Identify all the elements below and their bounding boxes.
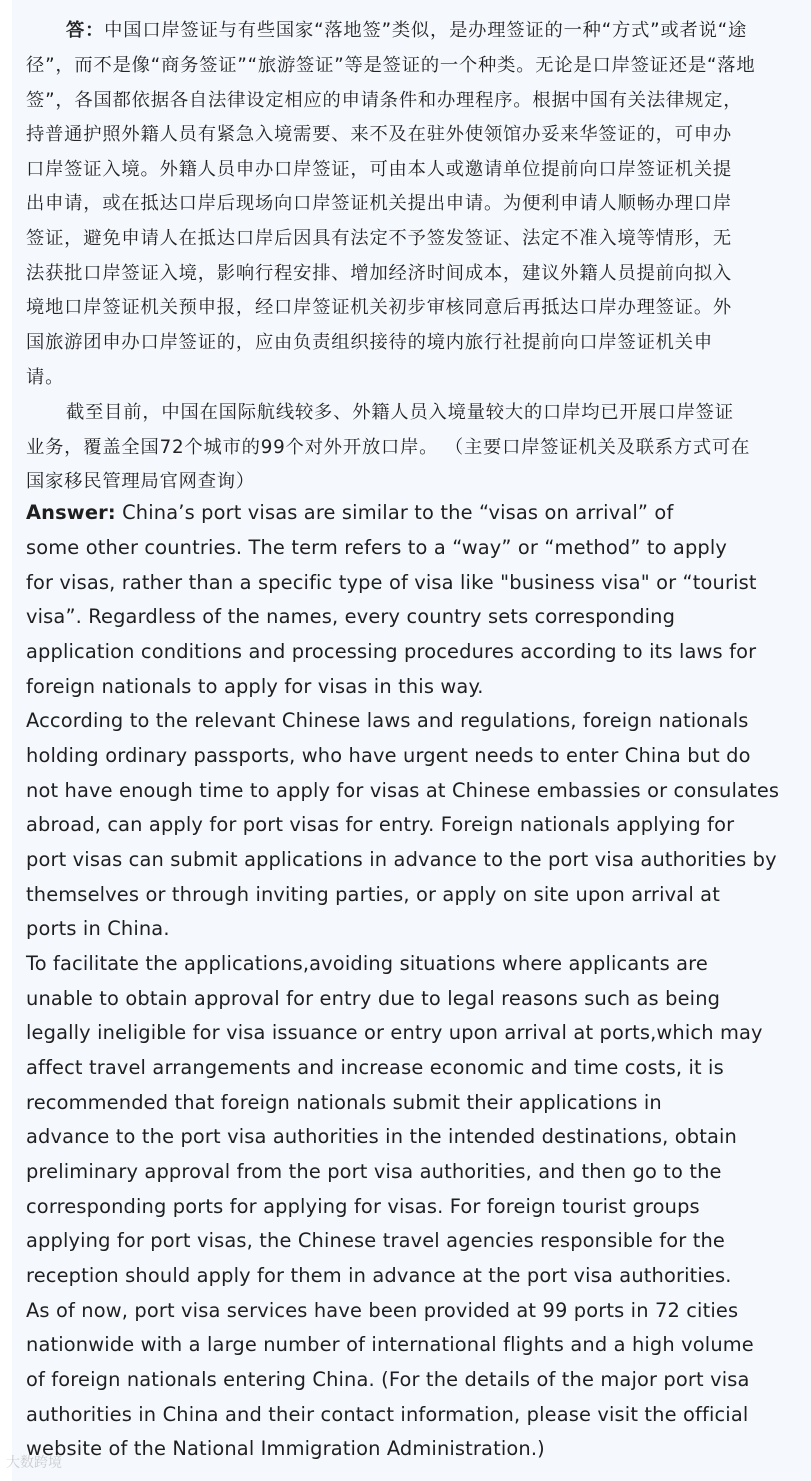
en-line-17: affect travel arrangements and increase economic and time costs, it is bbox=[26, 1056, 724, 1079]
en-line-20: preliminary approval from the port visa authorities, and then go to the bbox=[26, 1160, 722, 1183]
en-line-1 bbox=[26, 501, 673, 524]
en-line-16: legally ineligible for visa issuance or entry upon arrival at ports,which may bbox=[26, 1021, 763, 1044]
en-line-13: ports in China. bbox=[26, 917, 170, 940]
en-answer-label: Answer: bbox=[26, 501, 116, 524]
zh-line-1 bbox=[66, 16, 747, 42]
zh-line-6: 出申请，或在抵达口岸后现场向口岸签证机关提出申请。为便利申请人顺畅办理口岸 bbox=[26, 193, 733, 214]
en-line-9: not have enough time to apply for visas at Chinese embassies or consulates bbox=[26, 779, 780, 802]
zh-line-10: 国旅游团申办口岸签证的，应由负责组织接待的境内旅行社提前向口岸签证机关申 bbox=[26, 332, 713, 353]
watermark: 大数跨境 bbox=[6, 1455, 62, 1471]
zh-line-8: 法获批口岸签证入境，影响行程安排、增加经济时间成本，建议外籍人员提前向拟入 bbox=[26, 263, 733, 284]
en-line-text: China’s port visas are similar to the “visas on arrival” of bbox=[115, 501, 674, 524]
zh-line-3: 签”，各国都依据各自法律设定相应的申请条件和办理程序。根据中国有关法律规定， bbox=[26, 90, 743, 111]
en-line-7: According to the relevant Chinese laws and regulations, foreign nationals bbox=[26, 709, 749, 732]
en-line-5: application conditions and processing procedures according to its laws for bbox=[26, 640, 757, 663]
en-line-19: advance to the port visa authorities in the intended destinations, obtain bbox=[26, 1125, 738, 1148]
en-line-2: some other countries. The term refers to a “way” or “method” to apply bbox=[26, 536, 728, 559]
zh-line-text: 中国口岸签证与有些国家“落地签”类似，是办理签证的一种“方式”或者说“途 bbox=[104, 20, 748, 41]
zh-line-7: 签证，避免申请人在抵达口岸后因具有法定不予签发签证、法定不准入境等情形，无 bbox=[26, 228, 733, 249]
en-line-28: website of the National Immigration Administration.) bbox=[26, 1437, 545, 1460]
zh-line-13: 业务，覆盖全国72个城市的99个对外开放口岸。 （主要口岸签证机关及联系方式可在 bbox=[26, 437, 751, 458]
en-line-11: port visas can submit applications in advance to the port visa authorities by bbox=[26, 848, 777, 871]
en-line-27: authorities in China and their contact information, please visit the official bbox=[26, 1403, 749, 1426]
en-line-15: unable to obtain approval for entry due to legal reasons such as being bbox=[26, 987, 721, 1010]
zh-line-11: 请。 bbox=[26, 367, 65, 388]
en-line-22: applying for port visas, the Chinese travel agencies responsible for the bbox=[26, 1229, 725, 1252]
zh-line-4: 持普通护照外籍人员有紧急入境需要、来不及在驻外使领馆办妥来华签证的，可申办 bbox=[26, 124, 733, 145]
zh-line-5: 口岸签证入境。外籍人员申办口岸签证，可由本人或邀请单位提前向口岸签证机关提 bbox=[26, 159, 733, 180]
en-line-23: reception should apply for them in advance at the port visa authorities. bbox=[26, 1264, 732, 1287]
en-line-12: themselves or through inviting parties, or apply on site upon arrival at bbox=[26, 883, 720, 906]
zh-line-14: 国家移民管理局官网查询） bbox=[26, 471, 255, 492]
zh-line-2: 径”，而不是像“商务签证”“旅游签证”等是签证的一个种类。无论是口岸签证还是“落地 bbox=[26, 55, 756, 76]
en-line-4: visa”. Regardless of the names, every country sets corresponding bbox=[26, 605, 676, 628]
en-line-26: of foreign nationals entering China. (For the details of the major port visa bbox=[26, 1368, 750, 1391]
zh-line-12: 截至目前，中国在国际航线较多、外籍人员入境量较大的口岸均已开展口岸签证 bbox=[66, 402, 734, 423]
en-line-21: corresponding ports for applying for visas. For foreign tourist groups bbox=[26, 1195, 700, 1218]
zh-line-9: 境地口岸签证机关预申报，经口岸签证机关初步审核同意后再抵达口岸办理签证。外 bbox=[26, 297, 733, 318]
en-line-10: abroad, can apply for port visas for entry. Foreign nationals applying for bbox=[26, 813, 735, 836]
zh-answer-label: 答： bbox=[66, 20, 105, 41]
en-line-14: To facilitate the applications,avoiding situations where applicants are bbox=[26, 952, 708, 975]
en-line-24: As of now, port visa services have been provided at 99 ports in 72 cities bbox=[26, 1299, 739, 1322]
en-line-3: for visas, rather than a specific type of visa like "business visa" or “tourist bbox=[26, 571, 757, 594]
en-line-25: nationwide with a large number of international flights and a high volume bbox=[26, 1333, 754, 1356]
en-line-6: foreign nationals to apply for visas in this way. bbox=[26, 675, 484, 698]
en-line-8: holding ordinary passports, who have urgent needs to enter China but do bbox=[26, 744, 751, 767]
article-body bbox=[12, 0, 811, 1481]
en-line-18: recommended that foreign nationals submit their applications in bbox=[26, 1091, 662, 1114]
